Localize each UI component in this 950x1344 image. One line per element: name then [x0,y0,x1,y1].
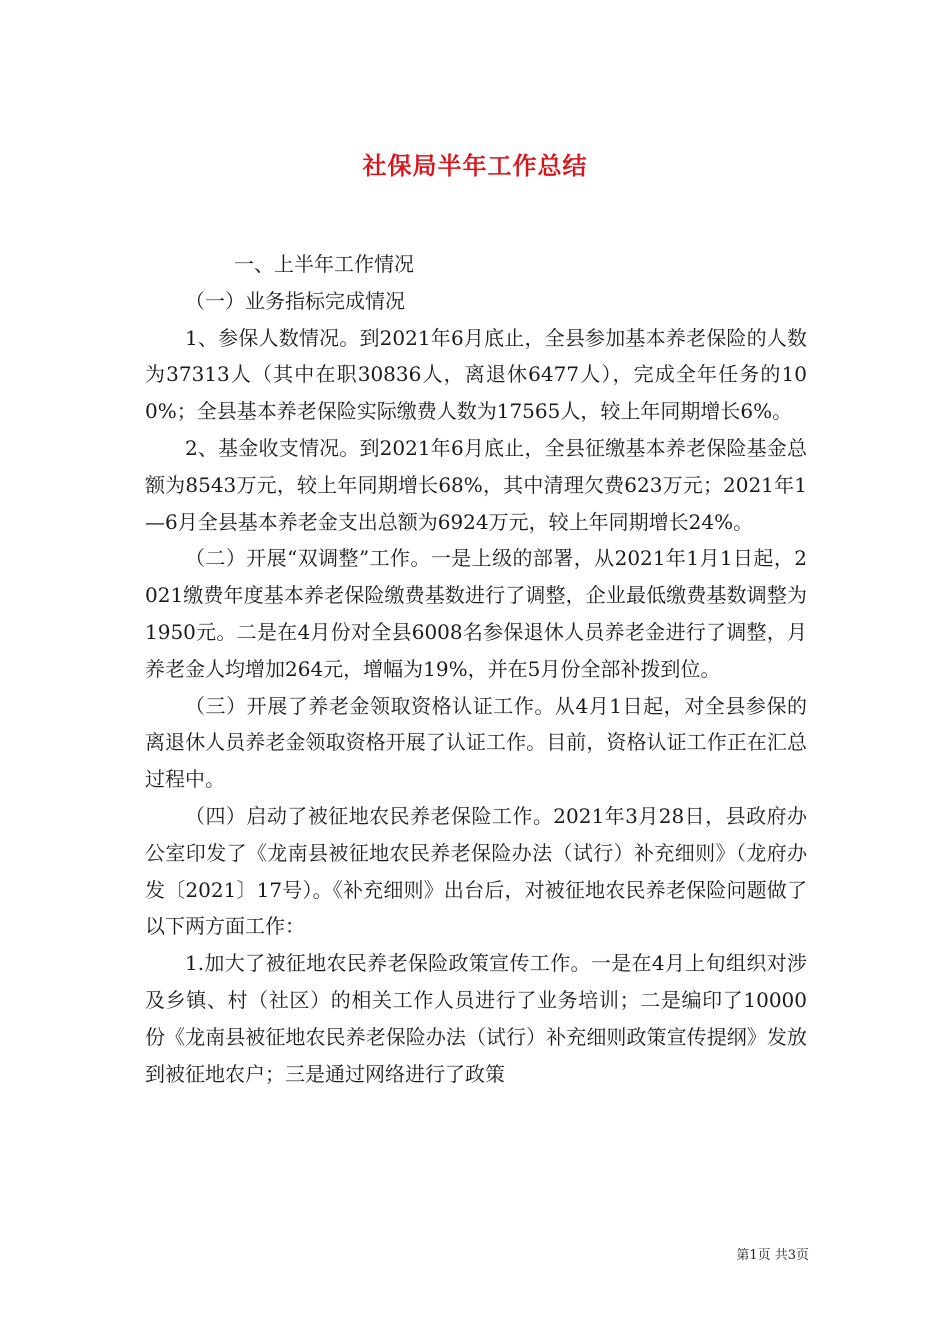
section-heading-1: 一、上半年工作情况 [234,252,414,276]
paragraph: 2、基金收支情况。到2021年6月底止，全县征缴基本养老保险基金总额为8543万元，较上年同期增长68%，其中清理欠费623万元；2021年1—6月全县基本养老金支出总额为6924万元，较上年同期增长24%。 [145,435,807,534]
paragraph: 1.加大了被征地农民养老保险政策宣传工作。一是在4月上旬组织对涉及乡镇、村（社区）的相关工作人员进行了业务培训；二是编印了10000份《龙南县被征地农民养老保险办法（试行）补充细则政策宣传提纲》发放到被征地农户；三是通过网络进行了政策 [145,951,807,1086]
paragraph: （四）启动了被征地农民养老保险工作。2021年3月28日，县政府办公室印发了《龙南县被征地农民养老保险办法（试行）补充细则》（龙府办发〔2021〕17号）。《补充细则》出台后，对被征地农民养老保险问题做了以下两方面工作： [145,803,807,939]
paragraph: 1、参保人数情况。到2021年6月底止，全县参加基本养老保险的人数为37313人（其中在职30836人，离退休6477人），完成全年任务的100%；全县基本养老保险实际缴费人数为17565人，较上年同期增长6%。 [145,325,807,424]
paragraph: （三）开展了养老金领取资格认证工作。从4月1日起，对全县参保的离退休人员养老金领取资格开展了认证工作。目前，资格认证工作正在汇总过程中。 [145,693,807,792]
paragraph: （二）开展“双调整”工作。一是上级的部署，从2021年1月1日起，2021缴费年度基本养老保险缴费基数进行了调整，企业最低缴费基数调整为1950元。二是在4月份对全县6008名参保退休人员养老金进行了调整，月养老金人均增加264元，增幅为19%，并在5月份全部补拨到位。 [145,546,807,681]
page-number-footer: 第1页 共3页 [736,1248,809,1263]
document-body [145,246,807,1092]
subsection-heading: （一）业务指标完成情况 [185,288,405,313]
document-title: 社保局半年工作总结 [362,151,588,181]
